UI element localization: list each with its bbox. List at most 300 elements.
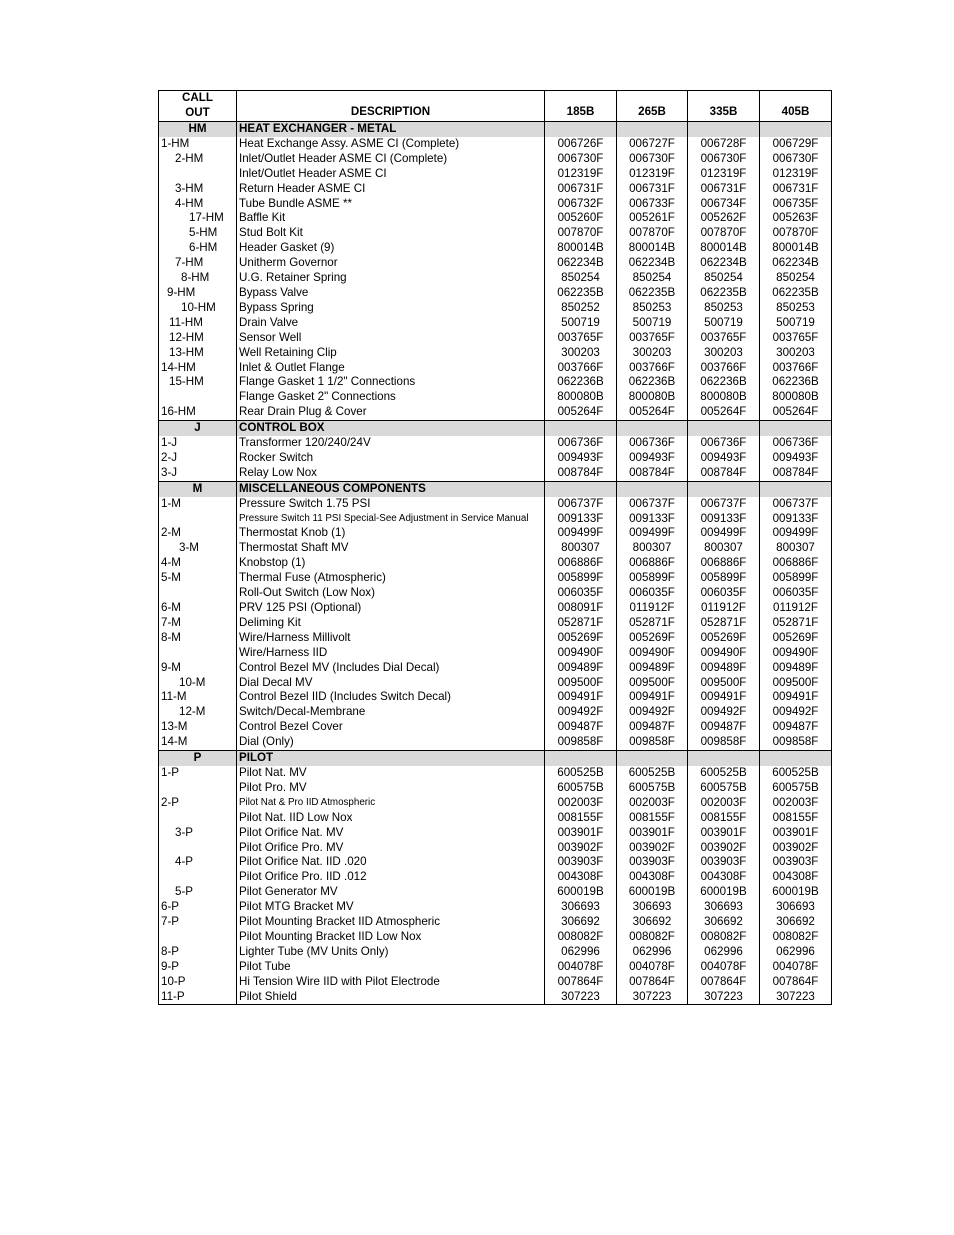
part-number-cell: 005899F <box>545 571 617 586</box>
description-cell: Unitherm Governor <box>237 256 545 271</box>
section-title: MISCELLANEOUS COMPONENTS <box>237 481 545 496</box>
table-body <box>159 122 832 1005</box>
part-number-cell: 007870F <box>545 226 617 241</box>
part-number-cell: 009489F <box>688 661 760 676</box>
description-cell: Wire/Harness Millivolt <box>237 631 545 646</box>
part-number-cell: 009487F <box>545 720 617 735</box>
callout-cell: 13-M <box>159 720 237 735</box>
part-number-cell: 300203 <box>760 346 832 361</box>
part-number-cell: 009493F <box>617 451 688 466</box>
description-cell: Tube Bundle ASME ** <box>237 197 545 212</box>
description-cell: Thermostat Shaft MV <box>237 541 545 556</box>
part-number-cell: 003901F <box>688 826 760 841</box>
description-cell: Baffle Kit <box>237 211 545 226</box>
part-number-cell: 003902F <box>760 841 832 856</box>
section-code: M <box>159 481 237 496</box>
table-row <box>159 796 832 811</box>
part-number-cell: 500719 <box>617 316 688 331</box>
part-number-cell: 003903F <box>545 855 617 870</box>
part-number-cell: 006728F <box>688 137 760 152</box>
section-row-j <box>159 421 832 436</box>
part-number-cell: 006730F <box>545 152 617 167</box>
part-number-cell: 306692 <box>545 915 617 930</box>
section-code: HM <box>159 122 237 137</box>
table-row <box>159 466 832 481</box>
section-empty-cell <box>760 122 832 137</box>
section-empty-cell <box>688 421 760 436</box>
part-number-cell: 009133F <box>617 512 688 527</box>
description-cell: Bypass Spring <box>237 301 545 316</box>
part-number-cell: 600019B <box>760 885 832 900</box>
table-row <box>159 137 832 152</box>
section-empty-cell <box>545 481 617 496</box>
part-number-cell: 007870F <box>760 226 832 241</box>
table-row <box>159 167 832 182</box>
part-number-cell: 006731F <box>688 182 760 197</box>
part-number-cell: 009492F <box>545 705 617 720</box>
part-number-cell: 052871F <box>760 616 832 631</box>
part-number-cell: 009490F <box>688 646 760 661</box>
description-cell: PRV 125 PSI (Optional) <box>237 601 545 616</box>
callout-cell: 11-P <box>159 990 237 1005</box>
section-empty-cell <box>688 481 760 496</box>
part-number-cell: 008082F <box>617 930 688 945</box>
part-number-cell: 009492F <box>617 705 688 720</box>
part-number-cell: 002003F <box>545 796 617 811</box>
description-cell: Rocker Switch <box>237 451 545 466</box>
callout-cell <box>159 930 237 945</box>
description-cell: Lighter Tube (MV Units Only) <box>237 945 545 960</box>
callout-cell <box>159 646 237 661</box>
part-number-cell: 003902F <box>617 841 688 856</box>
part-number-cell: 008784F <box>617 466 688 481</box>
table-row <box>159 541 832 556</box>
part-number-cell: 306692 <box>760 915 832 930</box>
description-cell: Pilot Orifice Pro. MV <box>237 841 545 856</box>
section-code: J <box>159 421 237 436</box>
section-empty-cell <box>545 421 617 436</box>
callout-cell: 17-HM <box>159 211 237 226</box>
part-number-cell: 800307 <box>688 541 760 556</box>
part-number-cell: 306693 <box>688 900 760 915</box>
part-number-cell: 006886F <box>545 556 617 571</box>
table-row <box>159 900 832 915</box>
part-number-cell: 009493F <box>688 451 760 466</box>
description-cell: Drain Valve <box>237 316 545 331</box>
part-number-cell: 004078F <box>760 960 832 975</box>
description-cell: Pilot Pro. MV <box>237 781 545 796</box>
part-number-cell: 004308F <box>760 870 832 885</box>
description-cell: Control Bezel MV (Includes Dial Decal) <box>237 661 545 676</box>
description-cell: Pilot Shield <box>237 990 545 1005</box>
description-cell: Control Bezel IID (Includes Switch Decal) <box>237 690 545 705</box>
table-row <box>159 915 832 930</box>
part-number-cell: 600019B <box>617 885 688 900</box>
part-number-cell: 012319F <box>688 167 760 182</box>
description-cell: Pilot Nat & Pro IID Atmospheric <box>237 796 545 811</box>
description-cell: Pilot Nat. IID Low Nox <box>237 811 545 826</box>
part-number-cell: 009490F <box>617 646 688 661</box>
description-cell: Flange Gasket 1 1/2" Connections <box>237 375 545 390</box>
part-number-cell: 500719 <box>760 316 832 331</box>
description-cell: Deliming Kit <box>237 616 545 631</box>
callout-header-line-1: CALL <box>182 91 213 104</box>
part-number-cell: 009489F <box>760 661 832 676</box>
table-row <box>159 990 832 1005</box>
description-cell: Rear Drain Plug & Cover <box>237 405 545 420</box>
callout-cell: 9-HM <box>159 286 237 301</box>
description-cell: Dial Decal MV <box>237 676 545 691</box>
part-number-cell: 307223 <box>760 990 832 1005</box>
part-number-cell: 009487F <box>617 720 688 735</box>
callout-cell: 5-P <box>159 885 237 900</box>
part-number-cell: 008155F <box>688 811 760 826</box>
description-cell: Roll-Out Switch (Low Nox) <box>237 586 545 601</box>
callout-cell: 10-HM <box>159 301 237 316</box>
part-number-cell: 009490F <box>545 646 617 661</box>
table-row <box>159 182 832 197</box>
table-row <box>159 361 832 376</box>
part-number-cell: 800014B <box>617 241 688 256</box>
table-row <box>159 286 832 301</box>
part-number-cell: 005264F <box>760 405 832 420</box>
part-number-cell: 006732F <box>545 197 617 212</box>
description-cell: Well Retaining Clip <box>237 346 545 361</box>
part-number-cell: 007864F <box>760 975 832 990</box>
part-number-cell: 600525B <box>617 766 688 781</box>
part-number-cell: 800080B <box>688 390 760 405</box>
table-row <box>159 526 832 541</box>
description-cell: Pilot Mounting Bracket IID Atmospheric <box>237 915 545 930</box>
part-number-cell: 800307 <box>760 541 832 556</box>
part-number-cell: 009489F <box>545 661 617 676</box>
callout-cell: 7-M <box>159 616 237 631</box>
part-number-cell: 800080B <box>617 390 688 405</box>
part-number-cell: 006035F <box>688 586 760 601</box>
part-number-cell: 006737F <box>617 497 688 512</box>
part-number-cell: 009133F <box>688 512 760 527</box>
part-number-cell: 003901F <box>760 826 832 841</box>
part-number-cell: 006035F <box>545 586 617 601</box>
table-row <box>159 197 832 212</box>
description-cell: Pilot MTG Bracket MV <box>237 900 545 915</box>
table-row <box>159 331 832 346</box>
callout-cell: 2-J <box>159 451 237 466</box>
description-cell: Control Bezel Cover <box>237 720 545 735</box>
part-number-cell: 052871F <box>688 616 760 631</box>
part-number-cell: 006736F <box>688 436 760 451</box>
part-number-cell: 007870F <box>688 226 760 241</box>
part-number-cell: 008091F <box>545 601 617 616</box>
part-number-cell: 009499F <box>617 526 688 541</box>
table-row <box>159 271 832 286</box>
column-header-callout <box>159 91 237 122</box>
part-number-cell: 600525B <box>760 766 832 781</box>
table-row <box>159 960 832 975</box>
description-cell: Pressure Switch 11 PSI Special-See Adjustment in Service Manual <box>237 512 545 527</box>
table-row <box>159 766 832 781</box>
part-number-cell: 062236B <box>617 375 688 390</box>
callout-cell: 11-HM <box>159 316 237 331</box>
part-number-cell: 005269F <box>760 631 832 646</box>
part-number-cell: 052871F <box>617 616 688 631</box>
callout-header-line-2: OUT <box>185 105 210 119</box>
part-number-cell: 005261F <box>617 211 688 226</box>
part-number-cell: 800080B <box>545 390 617 405</box>
part-number-cell: 003765F <box>545 331 617 346</box>
part-number-cell: 062235B <box>545 286 617 301</box>
description-cell: Pressure Switch 1.75 PSI <box>237 497 545 512</box>
description-cell: Pilot Tube <box>237 960 545 975</box>
callout-cell: 8-M <box>159 631 237 646</box>
part-number-cell: 003766F <box>760 361 832 376</box>
table-row <box>159 256 832 271</box>
section-row-p <box>159 751 832 766</box>
callout-cell: 8-HM <box>159 271 237 286</box>
part-number-cell: 012319F <box>617 167 688 182</box>
callout-cell: 3-HM <box>159 182 237 197</box>
part-number-cell: 006035F <box>617 586 688 601</box>
part-number-cell: 850253 <box>617 301 688 316</box>
callout-cell <box>159 586 237 601</box>
table-row <box>159 405 832 420</box>
part-number-cell: 003766F <box>688 361 760 376</box>
table-row <box>159 826 832 841</box>
table-row <box>159 152 832 167</box>
part-number-cell: 009487F <box>760 720 832 735</box>
part-number-cell: 008082F <box>545 930 617 945</box>
callout-cell: 6-M <box>159 601 237 616</box>
callout-cell: 4-P <box>159 855 237 870</box>
part-number-cell: 006731F <box>760 182 832 197</box>
part-number-cell: 800014B <box>545 241 617 256</box>
column-header-model-335b: 335B <box>688 91 760 122</box>
part-number-cell: 800014B <box>760 241 832 256</box>
description-cell: Inlet/Outlet Header ASME CI (Complete) <box>237 152 545 167</box>
callout-cell <box>159 870 237 885</box>
part-number-cell: 062996 <box>760 945 832 960</box>
description-cell: Bypass Valve <box>237 286 545 301</box>
table-row <box>159 241 832 256</box>
part-number-cell: 008784F <box>760 466 832 481</box>
section-empty-cell <box>617 481 688 496</box>
section-empty-cell <box>760 481 832 496</box>
part-number-cell: 005262F <box>688 211 760 226</box>
part-number-cell: 006730F <box>617 152 688 167</box>
part-number-cell: 004078F <box>688 960 760 975</box>
callout-cell: 9-M <box>159 661 237 676</box>
callout-cell: 15-HM <box>159 375 237 390</box>
part-number-cell: 008784F <box>688 466 760 481</box>
part-number-cell: 003903F <box>617 855 688 870</box>
section-title: CONTROL BOX <box>237 421 545 436</box>
table-row <box>159 601 832 616</box>
part-number-cell: 009499F <box>760 526 832 541</box>
description-cell: Relay Low Nox <box>237 466 545 481</box>
part-number-cell: 009500F <box>617 676 688 691</box>
part-number-cell: 003901F <box>545 826 617 841</box>
table-row <box>159 841 832 856</box>
part-number-cell: 850254 <box>760 271 832 286</box>
table-row <box>159 301 832 316</box>
part-number-cell: 009500F <box>545 676 617 691</box>
part-number-cell: 009493F <box>545 451 617 466</box>
part-number-cell: 850254 <box>545 271 617 286</box>
part-number-cell: 062236B <box>688 375 760 390</box>
callout-cell: 10-M <box>159 676 237 691</box>
section-empty-cell <box>617 751 688 766</box>
table-row <box>159 556 832 571</box>
part-number-cell: 850252 <box>545 301 617 316</box>
part-number-cell: 006736F <box>617 436 688 451</box>
header-row <box>159 91 832 122</box>
description-cell: Inlet/Outlet Header ASME CI <box>237 167 545 182</box>
table-row <box>159 586 832 601</box>
table-row <box>159 316 832 331</box>
callout-cell: 3-P <box>159 826 237 841</box>
part-number-cell: 006886F <box>760 556 832 571</box>
part-number-cell: 003901F <box>617 826 688 841</box>
section-empty-cell <box>760 421 832 436</box>
part-number-cell: 009491F <box>760 690 832 705</box>
part-number-cell: 009490F <box>760 646 832 661</box>
part-number-cell: 003765F <box>760 331 832 346</box>
table-row <box>159 631 832 646</box>
description-cell: Pilot Nat. MV <box>237 766 545 781</box>
part-number-cell: 009492F <box>688 705 760 720</box>
part-number-cell: 002003F <box>617 796 688 811</box>
part-number-cell: 004308F <box>545 870 617 885</box>
part-number-cell: 008155F <box>760 811 832 826</box>
part-number-cell: 062235B <box>760 286 832 301</box>
part-number-cell: 007870F <box>617 226 688 241</box>
part-number-cell: 306693 <box>545 900 617 915</box>
part-number-cell: 009858F <box>617 735 688 750</box>
table-row <box>159 720 832 735</box>
description-cell: Hi Tension Wire IID with Pilot Electrode <box>237 975 545 990</box>
description-cell: Pilot Orifice Pro. IID .012 <box>237 870 545 885</box>
table-row <box>159 885 832 900</box>
part-number-cell: 009491F <box>617 690 688 705</box>
part-number-cell: 011912F <box>617 601 688 616</box>
callout-cell: 14-HM <box>159 361 237 376</box>
table-row <box>159 616 832 631</box>
description-cell: Flange Gasket 2" Connections <box>237 390 545 405</box>
part-number-cell: 003903F <box>760 855 832 870</box>
part-number-cell: 600575B <box>545 781 617 796</box>
callout-cell: 3-M <box>159 541 237 556</box>
part-number-cell: 009858F <box>688 735 760 750</box>
description-cell: Sensor Well <box>237 331 545 346</box>
table-row <box>159 661 832 676</box>
table-row <box>159 930 832 945</box>
callout-cell <box>159 841 237 856</box>
part-number-cell: 005264F <box>545 405 617 420</box>
callout-cell <box>159 811 237 826</box>
part-number-cell: 008155F <box>545 811 617 826</box>
callout-cell: 9-P <box>159 960 237 975</box>
part-number-cell: 003902F <box>545 841 617 856</box>
part-number-cell: 850254 <box>688 271 760 286</box>
table-row <box>159 676 832 691</box>
description-cell: U.G. Retainer Spring <box>237 271 545 286</box>
table-row <box>159 211 832 226</box>
description-cell: Stud Bolt Kit <box>237 226 545 241</box>
part-number-cell: 006727F <box>617 137 688 152</box>
table-row <box>159 855 832 870</box>
part-number-cell: 006734F <box>688 197 760 212</box>
table-row <box>159 512 832 527</box>
table-row <box>159 451 832 466</box>
description-cell: Heat Exchange Assy. ASME CI (Complete) <box>237 137 545 152</box>
part-number-cell: 600525B <box>545 766 617 781</box>
part-number-cell: 306692 <box>688 915 760 930</box>
part-number-cell: 011912F <box>760 601 832 616</box>
part-number-cell: 006730F <box>760 152 832 167</box>
part-number-cell: 850253 <box>760 301 832 316</box>
part-number-cell: 300203 <box>688 346 760 361</box>
part-number-cell: 800014B <box>688 241 760 256</box>
parts-list-table <box>158 90 832 1005</box>
part-number-cell: 006735F <box>760 197 832 212</box>
part-number-cell: 002003F <box>688 796 760 811</box>
part-number-cell: 009487F <box>688 720 760 735</box>
part-number-cell: 850254 <box>617 271 688 286</box>
section-empty-cell <box>688 122 760 137</box>
part-number-cell: 004308F <box>688 870 760 885</box>
description-cell: Thermostat Knob (1) <box>237 526 545 541</box>
part-number-cell: 008082F <box>688 930 760 945</box>
description-cell: Knobstop (1) <box>237 556 545 571</box>
table-row <box>159 811 832 826</box>
section-empty-cell <box>688 751 760 766</box>
part-number-cell: 006737F <box>688 497 760 512</box>
callout-cell: 16-HM <box>159 405 237 420</box>
part-number-cell: 003765F <box>617 331 688 346</box>
part-number-cell: 009499F <box>545 526 617 541</box>
description-cell: Header Gasket (9) <box>237 241 545 256</box>
part-number-cell: 009858F <box>760 735 832 750</box>
table-row <box>159 436 832 451</box>
description-cell: Wire/Harness IID <box>237 646 545 661</box>
description-cell: Pilot Orifice Nat. MV <box>237 826 545 841</box>
part-number-cell: 003766F <box>617 361 688 376</box>
part-number-cell: 006733F <box>617 197 688 212</box>
callout-cell <box>159 167 237 182</box>
section-title: PILOT <box>237 751 545 766</box>
part-number-cell: 005899F <box>760 571 832 586</box>
callout-cell <box>159 512 237 527</box>
part-number-cell: 003903F <box>688 855 760 870</box>
part-number-cell: 850253 <box>688 301 760 316</box>
part-number-cell: 062235B <box>617 286 688 301</box>
part-number-cell: 009491F <box>688 690 760 705</box>
part-number-cell: 009489F <box>617 661 688 676</box>
column-header-description: DESCRIPTION <box>237 91 545 122</box>
description-cell: Pilot Orifice Nat. IID .020 <box>237 855 545 870</box>
callout-cell: 2-M <box>159 526 237 541</box>
part-number-cell: 800307 <box>545 541 617 556</box>
part-number-cell: 300203 <box>545 346 617 361</box>
part-number-cell: 062234B <box>688 256 760 271</box>
part-number-cell: 600019B <box>688 885 760 900</box>
table-row <box>159 705 832 720</box>
part-number-cell: 006730F <box>688 152 760 167</box>
part-number-cell: 009493F <box>760 451 832 466</box>
part-number-cell: 005269F <box>688 631 760 646</box>
part-number-cell: 004078F <box>545 960 617 975</box>
part-number-cell: 003765F <box>688 331 760 346</box>
